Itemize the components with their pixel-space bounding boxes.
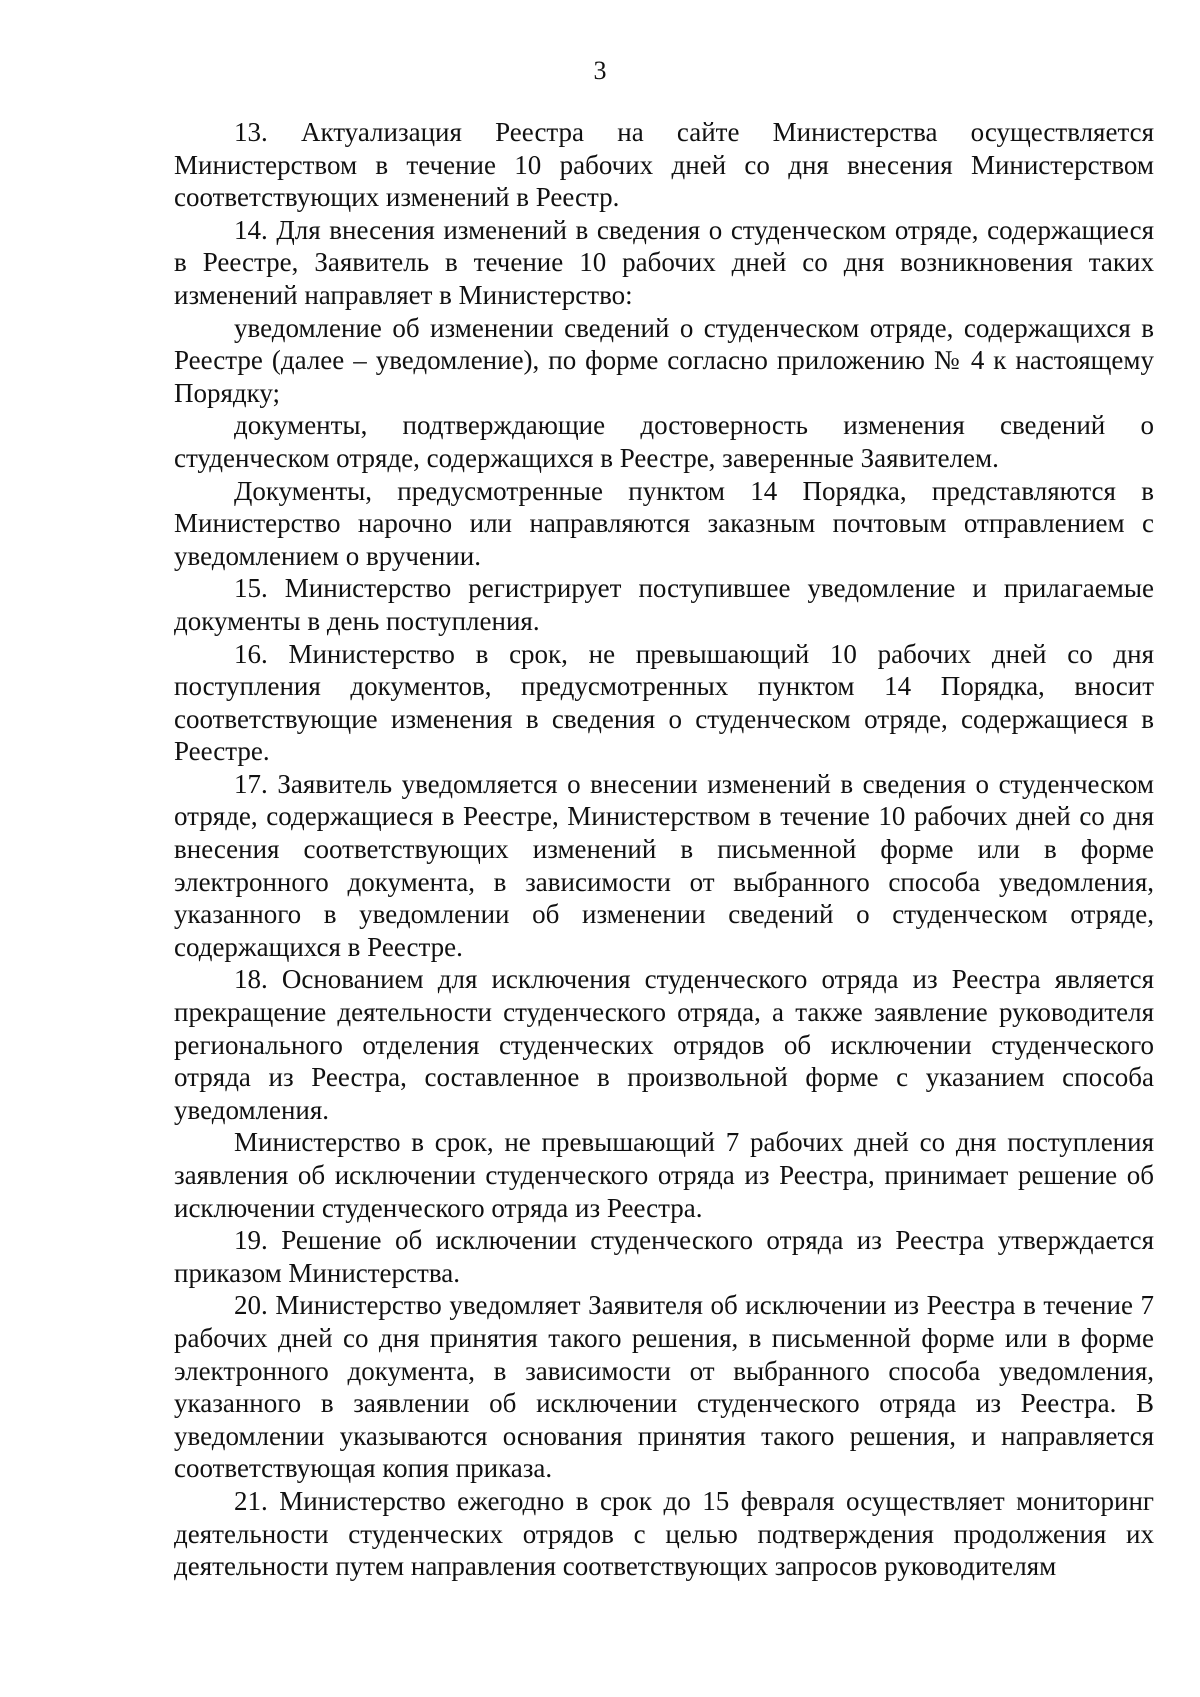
- paragraph-14-notification: уведомление об изменении сведений о студенческом отряде, содержащихся в Реестре (далее – уведомление), по форме согласно приложению № 4 к настоящему Порядку;: [174, 312, 1154, 408]
- paragraph-21: 21. Министерство ежегодно в срок до 15 февраля осуществляет мониторинг деятельности студенческих отрядов с целью подтверждения продолжения их деятельности путем направления соответствующих запросов руководителям: [174, 1485, 1154, 1582]
- paragraph-18-decision: Министерство в срок, не превышающий 7 рабочих дней со дня поступления заявления об исключении студенческого отряда из Реестра, принимает решение об исключении студенческого отряда из Реестра.: [174, 1127, 1154, 1223]
- paragraph-14: 14. Для внесения изменений в сведения о студенческом отряде, содержащиеся в Реестре, Заявитель в течение 10 рабочих дней со дня возникновения таких изменений направляет в Министерство:: [174, 214, 1154, 310]
- paragraph-15: 15. Министерство регистрирует поступившее уведомление и прилагаемые документы в день поступления.: [174, 573, 1154, 636]
- paragraph-20: 20. Министерство уведомляет Заявителя об исключении из Реестра в течение 7 рабочих дней со дня принятия такого решения, в письменной форме или в форме электронного документа, в зависимости от выбранного способа уведомления, указанного в заявлении об исключении студенческого отряда из Реестра. В уведомлении указываются основания принятия такого решения, и направляется соответствующая копия приказа.: [174, 1290, 1154, 1484]
- paragraph-19: 19. Решение об исключении студенческого отряда из Реестра утверждается приказом Министерства.: [174, 1225, 1154, 1288]
- page-number: 3: [593, 56, 607, 85]
- paragraph-14-submission: Документы, предусмотренные пунктом 14 Порядка, представляются в Министерство нарочно или направляются заказным почтовым отправлением с уведомлением о вручении.: [174, 475, 1154, 571]
- paragraph-16: 16. Министерство в срок, не превышающий 10 рабочих дней со дня поступления документов, предусмотренных пунктом 14 Порядка, вносит соответствующие изменения в сведения о студенческом отряде, содержащиеся в Реестре.: [174, 638, 1154, 767]
- paragraph-17: 17. Заявитель уведомляется о внесении изменений в сведения о студенческом отряде, содержащиеся в Реестре, Министерством в течение 10 рабочих дней со дня внесения соответствующих изменений в письменной форме или в форме электронного документа, в зависимости от выбранного способа уведомления, указанного в уведомлении об изменении сведений о студенческом отряде, содержащихся в Реестре.: [174, 768, 1154, 962]
- paragraph-13: 13. Актуализация Реестра на сайте Министерства осуществляется Министерством в течение 10 рабочих дней со дня внесения Министерством соответствующих изменений в Реестр.: [174, 117, 1154, 213]
- paragraph-18: 18. Основанием для исключения студенческого отряда из Реестра является прекращение деятельности студенческого отряда, а также заявление руководителя регионального отделения студенческих отрядов об исключении студенческого отряда из Реестра, составленное в произвольной форме с указанием способа уведомления.: [174, 964, 1154, 1125]
- paragraph-14-documents: документы, подтверждающие достоверность изменения сведений о студенческом отряде, содержащихся в Реестре, заверенные Заявителем.: [174, 410, 1154, 473]
- document-body: [174, 116, 1154, 1583]
